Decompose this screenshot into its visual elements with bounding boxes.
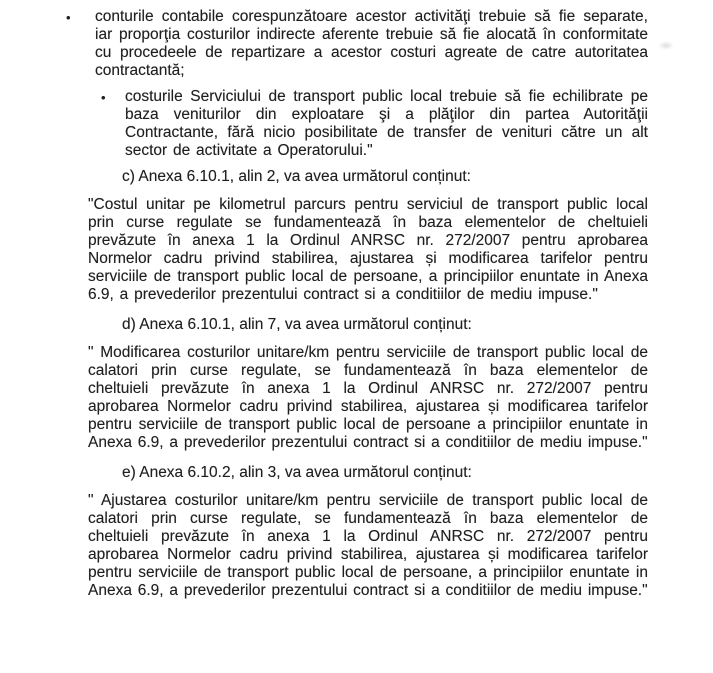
- bullet-item: [66, 8, 648, 80]
- section-heading-d: d) Anexa 6.10.1, alin 7, va avea următorul conținut:: [122, 316, 472, 333]
- quoted-paragraph-d: " Modificarea costurilor unitare/km pentru serviciile de transport public local de calatori prin curse regulate, se fundamentează în baza elementelor de cheltuieli prevăzute în anexa 1 la Ordinul ANRSC nr. 272/2007 pentru aprobarea Normelor cadru privind stabilirea, ajustarea și modificarea tarifelor pentru serviciile de transport public local de persoane a principiilor enuntate in Anexa 6.9, a prevederilor prezentului contract si a conditiilor de mediu impuse.": [88, 344, 648, 451]
- section-heading-e: e) Anexa 6.10.2, alin 3, va avea următorul conținut:: [122, 464, 472, 481]
- sub-bullet-text: costurile Serviciului de transport public local trebuie să fie echilibrate pe baza veniturilor din exploatare şi a plăţilor din partea Autorităţii Contractante, fără nicio posibilitate de transfer de venituri către un alt sector de activitate a Operatorului.": [125, 88, 648, 159]
- sub-bullet-item: [101, 88, 648, 160]
- bullet-icon: •: [66, 10, 71, 25]
- section-heading-c: c) Anexa 6.10.1, alin 2, va avea următorul conținut:: [122, 168, 471, 185]
- bullet-text: conturile contabile corespunzătoare acestor activităţi trebuie să fie separate, iar proporţia costurilor indirecte aferente trebuie să fie alocată în conformitate cu procedeele de repartizare a acestor costuri agreate de catre autoritatea contractantă;: [95, 8, 648, 79]
- scan-smudge-artifact: [658, 41, 674, 50]
- quoted-paragraph-c: "Costul unitar pe kilometrul parcurs pentru serviciul de transport public local prin curse regulate se fundamentează în baza elementelor de cheltuieli prevăzute în anexa 1 la Ordinul ANRSC nr. 272/2007 pentru aprobarea Normelor cadru privind stabilirea, ajustarea și modificarea tarifelor pentru serviciile de transport public local de persoane, a principiilor enuntate in Anexa 6.9, a prevederilor prezentului contract si a conditiilor de mediu impuse.": [88, 196, 648, 303]
- quoted-paragraph-e: " Ajustarea costurilor unitare/km pentru serviciile de transport public local de calatori prin curse regulate, se fundamentează în baza elementelor de cheltuieli prevăzute în anexa 1 la Ordinul ANRSC nr. 272/2007 pentru aprobarea Normelor cadru privind stabilirea, ajustarea și modificarea tarifelor pentru serviciile de transport public local de persoane, a principiilor enuntate in Anexa 6.9, a prevederilor prezentului contract si a conditiilor de mediu impuse.": [88, 492, 648, 599]
- bullet-icon: •: [101, 90, 106, 105]
